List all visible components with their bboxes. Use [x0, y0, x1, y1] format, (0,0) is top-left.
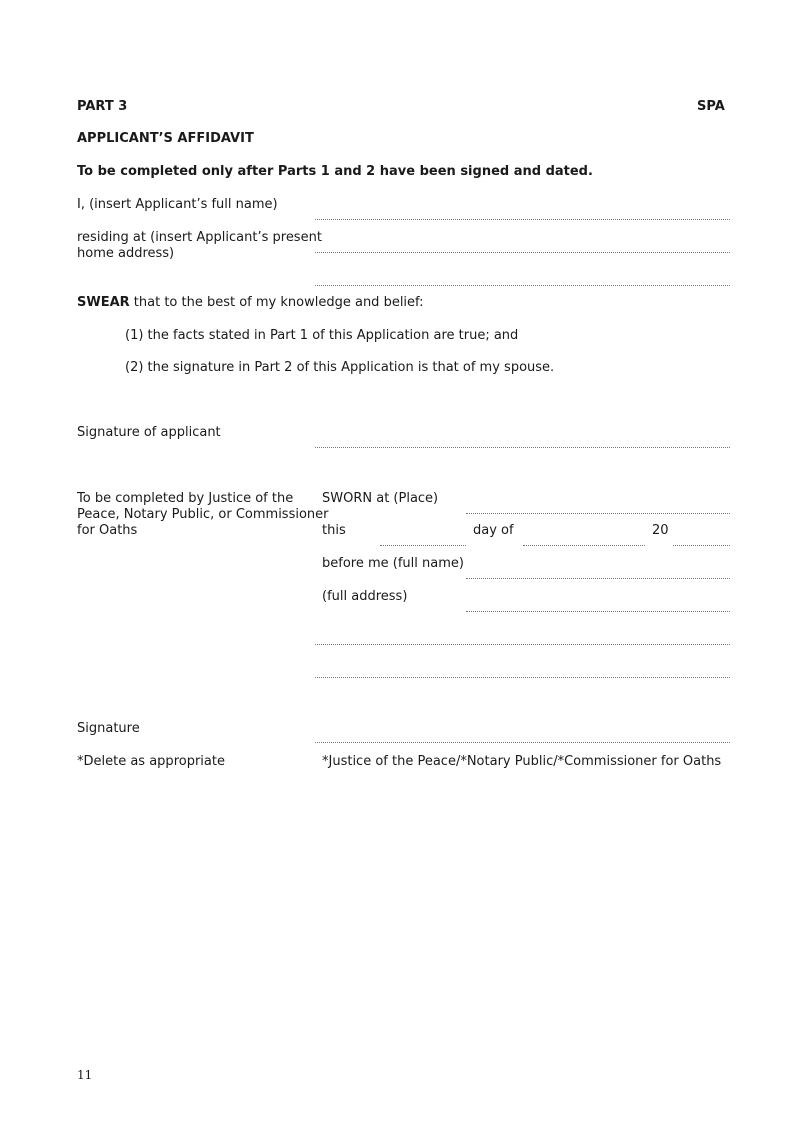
year-line[interactable] — [673, 545, 730, 546]
officer-address-line-3[interactable] — [315, 677, 730, 678]
page-number: 11 — [77, 1068, 93, 1082]
jurat-instruction-line1: To be completed by Justice of the — [77, 491, 294, 506]
signature-applicant-label: Signature of applicant — [77, 425, 221, 440]
before-me-label: before me (full name) — [322, 556, 464, 571]
officer-options: *Justice of the Peace/*Notary Public/*Commissioner for Oaths — [322, 754, 722, 769]
sworn-at-label: SWORN at (Place) — [322, 491, 439, 506]
swear-item-1: (1) the facts stated in Part 1 of this Application are true; and — [125, 328, 519, 343]
address-line-2[interactable] — [315, 285, 730, 286]
applicant-name-label: I, (insert Applicant’s full name) — [77, 197, 278, 212]
address-label-line1: residing at (insert Applicant’s present — [77, 230, 322, 245]
full-address-label: (full address) — [322, 589, 408, 604]
instruction-text: To be completed only after Parts 1 and 2 have been signed and dated. — [77, 164, 593, 179]
swear-rest: that to the best of my knowledge and belief: — [129, 295, 424, 310]
page-title: APPLICANT’S AFFIDAVIT — [77, 131, 254, 146]
day-of-label: day of — [473, 523, 514, 538]
applicant-name-line[interactable] — [315, 219, 730, 220]
address-label-line2: home address) — [77, 246, 175, 261]
officer-address-line-2[interactable] — [315, 644, 730, 645]
this-label: this — [322, 523, 346, 538]
jurat-instruction-line2: Peace, Notary Public, or Commissioner — [77, 507, 329, 522]
officer-signature-line[interactable] — [315, 742, 730, 743]
form-code: SPA — [697, 99, 725, 114]
swear-item-2: (2) the signature in Part 2 of this Application is that of my spouse. — [125, 360, 555, 375]
swear-statement — [77, 295, 424, 311]
month-line[interactable] — [523, 545, 645, 546]
jurat-instruction-line3: for Oaths — [77, 523, 138, 538]
officer-name-line[interactable] — [466, 578, 730, 579]
officer-address-line-1[interactable] — [466, 611, 730, 612]
delete-note: *Delete as appropriate — [77, 754, 225, 769]
year-prefix: 20 — [652, 523, 669, 538]
signature-applicant-line[interactable] — [315, 447, 730, 448]
sworn-place-line[interactable] — [466, 513, 730, 514]
day-line[interactable] — [380, 545, 466, 546]
swear-keyword: SWEAR — [77, 295, 130, 310]
part-label: PART 3 — [77, 99, 128, 114]
address-line-1[interactable] — [315, 252, 730, 253]
signature-label: Signature — [77, 721, 140, 736]
